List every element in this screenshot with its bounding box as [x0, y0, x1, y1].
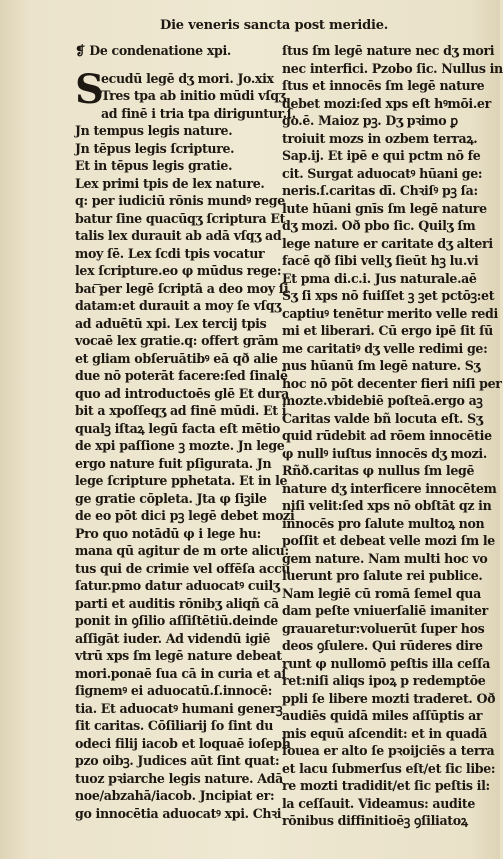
- text-line: tus qui de crimie vel offēſa accu: [75, 560, 291, 576]
- text-line: lege ſcripture pphetata. Et in le: [75, 473, 288, 488]
- text-line: lege nature er caritate dʒ alteri: [282, 235, 493, 251]
- text-line: cit. Surgat aduocatꝰ hūani ge:: [282, 165, 483, 181]
- text-line: due nō poterāt facere:ſed ſinalē: [75, 368, 288, 383]
- text-line: ſtus ſm legē nature nec dʒ mori: [282, 43, 495, 58]
- text-line: ge gratie cōpleta. Jta φ ſiꝫile: [75, 490, 267, 506]
- text-line: qualꝫ iſtaꝝ legū facta eſt mētio: [75, 420, 281, 436]
- text-line: datam:et durauit a moy ſe vſqʒ: [75, 298, 282, 313]
- text-line: lute hūani gnīs ſm legē nature: [282, 200, 487, 216]
- text-line: Lex primi tpis de lex nature.: [75, 175, 265, 191]
- text-line: vocaē lex gratie.q: offert grām: [75, 333, 279, 348]
- text-line: Sap.ij. Et ipē e qui pctm nō fe: [282, 148, 481, 163]
- text-line: tuoz pꝛiarche legis nature. Adā: [75, 770, 283, 786]
- text-line: neris.ſ.caritas dī. Chꝛiſꝰ pꝫ ſa:: [282, 183, 478, 198]
- text-line: quid rūdebit ad rōem innocētie: [282, 428, 492, 443]
- text-line: lex ſcripture.eo φ mūdus rege:: [75, 263, 282, 278]
- text-line: Jn tempus legis nature.: [75, 123, 233, 138]
- text-line: runt φ nullomō peſtis illa ceſſa: [282, 655, 491, 671]
- text-line: Nam legiē cū romā ſemel qua: [282, 585, 481, 601]
- text-line: aſſigāt iuder. Ad videndū igiē: [75, 630, 271, 646]
- text-line: ſignemꝰ ei aduocatū.ſ.innocē:: [75, 683, 273, 698]
- text-line: mi et liberari. Cū ergo ipē ſit ſū: [282, 323, 493, 338]
- text-line: Et in tēpus legis gratie.: [75, 158, 233, 173]
- text-line: mozte.vbidebiē poſteā.ergo aꝫ: [282, 393, 483, 408]
- text-line: go innocētia aduocatꝰ xpi. Chꝛi: [75, 805, 282, 821]
- text-line: nature dʒ interficere innocētem: [282, 480, 497, 496]
- text-line: Caritas valde bñ locuta eſt. Sʒ: [282, 410, 483, 426]
- drop-cap: S: [75, 65, 104, 113]
- text-line: talis lex durauit ab adā vſqʒ ad: [75, 228, 282, 243]
- text-line: Jn tēpus legis ſcripture.: [75, 140, 235, 156]
- text-line: φ nullꝰ iuſtus innocēs dʒ mozi.: [282, 445, 487, 461]
- text-line: ergo nature fuit pſigurata. Jn: [75, 455, 272, 471]
- text-line: Pro quo notādū φ i lege hu:: [75, 525, 261, 541]
- text-line: quo ad introductoēs glē Et dura: [75, 385, 289, 401]
- text-line: et lacu ſubmerſus eſt/et ſic libe:: [282, 760, 496, 776]
- text-line: de eo pōt dici pꝫ legē debet mozi: [75, 508, 295, 523]
- text-line: ſatur.pmo datur aduocatꝰ cuilʒ: [75, 578, 280, 593]
- text-line: moy ſē. Lex ſcdi tpis vocatur: [75, 245, 265, 261]
- text-line: odeci filij iacob et loquaē ioſeph: [75, 735, 291, 751]
- section-title: ❡ De condenatione xpi.: [75, 43, 231, 58]
- text-line: hoc nō pōt decenter fieri niſi per: [282, 375, 502, 391]
- running-head: Die veneris sancta post meridie.: [160, 18, 389, 33]
- text-line: nus hūanū ſm legē nature. Sʒ: [282, 358, 481, 373]
- text-line: bit a xpoſſeqʒ ad finē mūdi. Et i: [75, 403, 287, 418]
- text-line: bat͞ per legē ſcriptā a deo moy ſi: [75, 280, 289, 296]
- text-line: debet mozi:ſed xps eſt hꝰmōi.er: [282, 95, 491, 111]
- text-line: tia. Et aduocatꝰ humani generꝫ: [75, 700, 283, 716]
- text-line: go.ē. Maioz pꝫ. Dʒ pꝛimo ꝑ: [282, 113, 458, 128]
- text-line: ponit in ꝯſilio aſſiſtētiū.deinde: [75, 613, 278, 628]
- text-line: Rñð.caritas φ nullus ſm legē: [282, 463, 475, 478]
- text-line: parti et auditis rōnibʒ aliqñ cā: [75, 595, 279, 611]
- text-line: luerunt pro ſalute rei publice.: [282, 568, 483, 583]
- text-line: q: per iudiciū rōnis mundꝰ rege: [75, 193, 285, 208]
- text-line: Tres tpa ab initio mūdi vſqʒ: [101, 88, 286, 103]
- text-line: vtrū xps ſm legē nature debeat: [75, 648, 282, 663]
- text-line: captiuꝰ tenētur merito velle redi: [282, 305, 498, 321]
- text-line: pzo oibꝫ. Judices aūt ſint quat:: [75, 753, 280, 768]
- text-line: mori.ponaē ſua cā in curia et aſ: [75, 665, 287, 681]
- left-column: [75, 42, 296, 822]
- text-line: niſi velit:ſed xps nō obſtāt qz in: [282, 498, 492, 513]
- text-line: Sʒ ſi xps nō fuiſſet ꝫ ꝫet pctōꝫ:et: [282, 288, 495, 303]
- text-line: ad aduētū xpi. Lex tercij tpis: [75, 315, 267, 331]
- text-line: deos ꝯſulere. Qui rūderes dire: [282, 638, 483, 653]
- text-line: ad finē i tria tpa diriguntur.ſ.: [101, 105, 296, 121]
- text-line: mis equū aſcendit: et in quadā: [282, 725, 488, 741]
- text-line: me caritatiꝰ dʒ velle redimi ge:: [282, 340, 488, 356]
- text-line: grauaretur:voluerūt ſuper hos: [282, 620, 485, 636]
- left-column-lines: [75, 65, 296, 823]
- text-line: la ceſſauit. Videamus: audite: [282, 795, 476, 811]
- text-line: facē qð ſibi vellʒ ſieūt hꝫ lu.vi: [282, 253, 479, 268]
- text-line: de xpi paſſione ꝫ mozte. Jn lege: [75, 438, 285, 453]
- text-line: fouea er alto ſe pꝛoijciēs a terra: [282, 743, 495, 758]
- text-line: troiuit mozs in ozbem terraꝝ.: [282, 130, 478, 146]
- right-column: [282, 42, 503, 830]
- text-line: nec interfici. Pzobo ſic. Nullus in: [282, 60, 503, 76]
- text-line: poſſit et debeat velle mozi ſm le: [282, 533, 495, 548]
- text-line: gem nature. Nam multi hoc vo: [282, 550, 488, 566]
- text-line: innocēs pro ſalute multoꝝ non: [282, 515, 485, 531]
- text-line: mana qū agitur de m orte alicu:: [75, 543, 289, 558]
- text-line: dʒ mozi. Oð pbo ſic. Quilʒ ſm: [282, 218, 476, 233]
- right-column-lines: [282, 42, 503, 830]
- text-line: batur ſine quacūqʒ ſcriptura Et: [75, 210, 286, 226]
- text-line: re mozti tradidit/et ſic peſtis il:: [282, 778, 490, 793]
- text-line: ſtus et innocēs ſm legē nature: [282, 78, 485, 93]
- text-line: rōnibus diffinitioēꝫ ꝯſiliatoꝝ: [282, 813, 468, 828]
- text-line: et gliam obſeruātibꝰ eā qð alie: [75, 350, 278, 366]
- paragraph-mark-icon: ❡: [75, 43, 90, 58]
- text-line: ppli ſe libere mozti traderet. Oð: [282, 690, 496, 706]
- text-line: dam peſte vniuerſaliē imaniter: [282, 603, 488, 618]
- text-line: ret:niſi aliqs ipoꝝ p redemptōe: [282, 673, 486, 688]
- text-line: audiēs quidā miles aſſūptis ar: [282, 708, 483, 723]
- text-line: noe/abzahā/iacob. Jncipiat er:: [75, 788, 275, 803]
- text-line: ſit caritas. Cōſiliarij ſo ſint du: [75, 718, 274, 733]
- text-line: ecudū legē dʒ mori. Jo.xix: [101, 70, 274, 86]
- text-line: Et pma di.c.i. Jus naturale.aē: [282, 270, 477, 286]
